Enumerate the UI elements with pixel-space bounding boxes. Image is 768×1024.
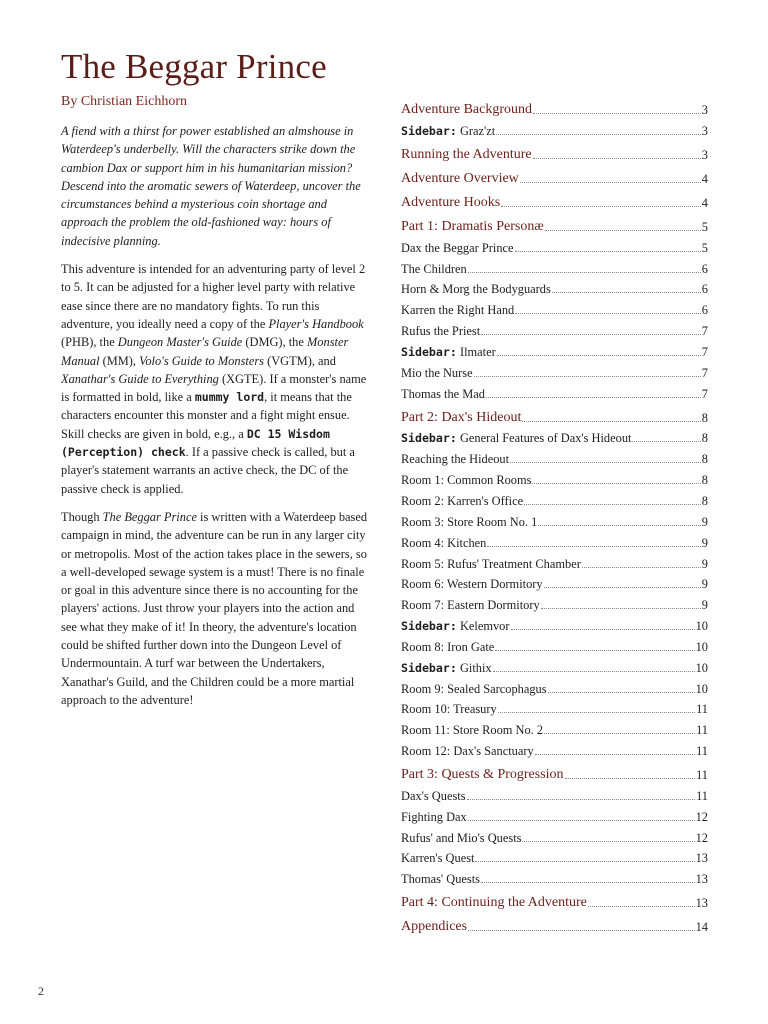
toc-page-number: 11	[696, 768, 708, 783]
toc-entry-text: Rufus' and Mio's Quests	[401, 830, 522, 845]
toc-entry-title	[401, 536, 486, 551]
table-of-contents	[401, 94, 708, 935]
toc-page-number: 7	[701, 365, 708, 380]
toc-entry-title	[401, 147, 532, 163]
toc-entry-text: Part 2: Dax's Hideout	[401, 409, 522, 425]
toc-entry-text: Karren's Quest	[401, 851, 475, 866]
toc-dot-leader	[474, 376, 701, 377]
toc-entry[interactable]	[401, 360, 708, 381]
toc-dot-leader	[468, 930, 695, 931]
toc-entry[interactable]	[401, 163, 708, 187]
toc-dot-leader	[515, 251, 701, 252]
toc-entry[interactable]	[401, 759, 708, 783]
toc-page-number: 5	[701, 219, 708, 234]
toc-entry-text: Room 11: Store Room No. 2	[401, 723, 544, 738]
toc-dot-leader	[522, 841, 694, 842]
toc-page-number: 9	[701, 514, 708, 529]
toc-page-number: 9	[701, 598, 708, 613]
toc-page-number: 8	[701, 452, 708, 467]
toc-entry-text: Adventure Overview	[401, 170, 519, 186]
toc-entry[interactable]	[401, 783, 708, 804]
toc-entry-title	[401, 303, 514, 318]
toc-entry[interactable]	[401, 277, 708, 298]
toc-entry[interactable]	[401, 592, 708, 613]
toc-entry[interactable]	[401, 738, 708, 759]
toc-entry-title	[401, 723, 543, 738]
toc-entry[interactable]	[401, 676, 708, 697]
usage-paragraph	[61, 260, 369, 498]
toc-entry-text: Dax the Beggar Prince	[401, 240, 514, 255]
adventure-title-inline: The Beggar Prince	[102, 509, 197, 524]
toc-entry-title	[401, 431, 631, 446]
toc-entry-text: Rufus the Priest	[401, 324, 481, 339]
toc-dot-leader	[515, 313, 701, 314]
toc-entry[interactable]	[401, 211, 708, 235]
monster-name-example: mummy lord	[194, 390, 265, 405]
toc-entry-text: Part 1: Dramatis Personæ	[401, 218, 544, 234]
toc-entry-text: Adventure Background	[401, 102, 533, 117]
toc-dot-leader	[481, 334, 701, 335]
toc-entry[interactable]	[401, 339, 708, 360]
toc-page-number: 10	[695, 619, 708, 634]
toc-page-number: 4	[701, 195, 708, 210]
toc-dot-leader	[533, 113, 701, 114]
toc-entry-text: Room 12: Dax's Sanctuary	[401, 744, 534, 759]
toc-entry-title	[401, 241, 514, 256]
toc-entry-text: Running the Adventure	[401, 146, 532, 162]
toc-dot-leader	[532, 483, 700, 484]
toc-entry[interactable]	[401, 235, 708, 256]
toc-entry[interactable]	[401, 118, 708, 139]
toc-entry-text: Room 3: Store Room No. 1	[401, 514, 538, 529]
text-span: (PHB), the	[61, 335, 118, 350]
toc-dot-leader	[495, 650, 694, 651]
toc-entry[interactable]	[401, 488, 708, 509]
toc-entry[interactable]	[401, 866, 708, 887]
text-span: , it means that the characters encounter this monster and a fight might ensue. Skill checks are given in bold, e.g., a	[61, 390, 352, 441]
toc-page-number: 10	[695, 681, 708, 696]
toc-entry-title	[401, 515, 537, 530]
toc-entry-title	[401, 789, 466, 804]
toc-page-number: 7	[701, 386, 708, 401]
toc-dot-leader	[487, 546, 700, 547]
toc-entry-title	[401, 661, 492, 676]
toc-dot-leader	[552, 292, 701, 293]
toc-dot-leader	[588, 906, 695, 907]
toc-entry[interactable]	[401, 804, 708, 825]
toc-entry-title	[401, 577, 543, 592]
toc-page-number: 13	[695, 896, 708, 911]
toc-entry-text: Thomas' Quests	[401, 872, 480, 887]
toc-dot-leader	[632, 441, 700, 442]
toc-page-number: 4	[701, 171, 708, 186]
author-byline: By Christian Eichhorn	[61, 94, 187, 109]
book-title-mm: Monster Manual	[61, 335, 349, 368]
toc-entry-text: Graz'zt	[456, 123, 496, 138]
toc-entry-title	[401, 702, 497, 717]
toc-page-number: 7	[701, 324, 708, 339]
toc-entry-text: Part 3: Quests & Progression	[401, 767, 564, 783]
intro-paragraph: A fiend with a thirst for power established an almshouse in Waterdeep's underbelly. Will the characters strike down the cambion Dax or support him in his humanitarian mission? Descend into the aromatic sewers of Waterdeep, uncover the circumstances behind a mysterious coin shortage and approach the problem the old-fashioned way: hours of indecisive planning.	[61, 124, 361, 248]
toc-entry-title	[401, 851, 474, 866]
text-span: This adventure is intended for an adventuring party of level 2 to 5. It can be adjusted for a higher level party with relative ease since there are no mandatory fights. To run this adventure, you ideally need a copy of the	[61, 262, 366, 331]
toc-page-number: 11	[696, 744, 708, 759]
toc-entry-title	[401, 872, 480, 887]
toc-page-number: 8	[701, 431, 708, 446]
toc-page-number: 6	[701, 282, 708, 297]
toc-entry-text: The Children	[401, 261, 467, 276]
toc-entry-text: Room 8: Iron Gate	[401, 639, 495, 654]
toc-dot-leader	[520, 182, 701, 183]
toc-sidebar-prefix: Sidebar:	[401, 660, 457, 675]
toc-dot-leader	[493, 671, 695, 672]
toc-dot-leader	[486, 397, 701, 398]
toc-page-number: 9	[701, 556, 708, 571]
page-title: The Beggar Prince	[61, 47, 327, 86]
toc-entry-title	[401, 598, 540, 613]
toc-entry-text: Room 1: Common Rooms	[401, 473, 532, 488]
toc-entry-title	[401, 831, 521, 846]
toc-page-number: 11	[696, 788, 708, 803]
toc-dot-leader	[497, 355, 701, 356]
toc-entry-title	[401, 102, 532, 118]
toc-dot-leader	[522, 421, 700, 422]
toc-entry-title	[401, 494, 523, 509]
toc-entry-text: Kelemvor	[456, 619, 510, 634]
toc-dot-leader	[496, 134, 701, 135]
text-span: . If a passive check is called, but a player's statement warrants an active check, the DC of the passive check is applied.	[61, 445, 355, 496]
toc-entry-text: Horn & Morg the Bodyguards	[401, 282, 551, 297]
toc-page-number: 9	[701, 535, 708, 550]
toc-entry[interactable]	[401, 446, 708, 467]
toc-entry-title	[401, 282, 551, 297]
toc-entry-title	[401, 895, 587, 911]
toc-entry[interactable]	[401, 887, 708, 911]
toc-entry-text: Room 6: Western Dormitory	[401, 577, 543, 592]
toc-entry-text: Karren the Right Hand	[401, 303, 515, 318]
toc-entry-text: Room 2: Karren's Office	[401, 493, 524, 508]
toc-entry-text: Room 5: Rufus' Treatment Chamber	[401, 556, 581, 571]
toc-entry-title	[401, 410, 521, 426]
toc-entry[interactable]	[401, 551, 708, 572]
toc-entry-text: Githix	[456, 660, 492, 675]
toc-sidebar-prefix: Sidebar:	[401, 344, 457, 359]
toc-page-number: 7	[701, 344, 708, 359]
toc-entry-text: Mio the Nurse	[401, 365, 473, 380]
toc-dot-leader	[510, 462, 701, 463]
toc-sidebar-prefix: Sidebar:	[401, 619, 457, 634]
toc-entry[interactable]	[401, 530, 708, 551]
toc-entry-title	[401, 324, 480, 339]
toc-entry-title	[401, 219, 544, 235]
toc-entry[interactable]	[401, 256, 708, 277]
skill-check-example: DC 15 Wisdom (Perception) check	[61, 426, 330, 460]
toc-entry-title	[401, 919, 467, 935]
toc-entry[interactable]	[401, 697, 708, 718]
toc-dot-leader	[548, 692, 695, 693]
toc-dot-leader	[541, 608, 701, 609]
toc-entry[interactable]	[401, 426, 708, 447]
book-title-xgte: Xanathar's Guide to Everything	[61, 371, 219, 386]
toc-entry-title	[401, 171, 519, 187]
toc-entry-title	[401, 452, 509, 467]
toc-entry[interactable]	[401, 572, 708, 593]
toc-dot-leader	[544, 587, 701, 588]
toc-entry[interactable]	[401, 846, 708, 867]
toc-entry-text: Thomas the Mad	[401, 386, 485, 401]
toc-page-number: 6	[701, 303, 708, 318]
toc-page-number: 3	[701, 123, 708, 138]
toc-dot-leader	[501, 206, 701, 207]
book-title-phb: Player's Handbook	[268, 316, 364, 331]
toc-entry-title	[401, 366, 473, 381]
text-span: (VGTM), and	[263, 353, 336, 368]
toc-entry[interactable]	[401, 825, 708, 846]
toc-page-number: 11	[696, 702, 708, 717]
toc-entry-text: Appendices	[401, 919, 468, 935]
toc-entry-title	[401, 640, 494, 655]
toc-entry[interactable]	[401, 297, 708, 318]
toc-entry-title	[401, 387, 485, 402]
toc-entry[interactable]	[401, 94, 708, 118]
toc-entry-text: Fighting Dax	[401, 809, 467, 824]
toc-entry[interactable]	[401, 139, 708, 163]
toc-entry-text: Room 4: Kitchen	[401, 535, 487, 550]
toc-entry[interactable]	[401, 655, 708, 676]
toc-sidebar-prefix: Sidebar:	[401, 123, 457, 138]
toc-dot-leader	[468, 820, 695, 821]
toc-page-number: 5	[701, 240, 708, 255]
toc-entry[interactable]	[401, 509, 708, 530]
text-span: (MM),	[99, 353, 140, 368]
setting-paragraph	[61, 508, 369, 709]
toc-page-number: 8	[701, 493, 708, 508]
toc-dot-leader	[481, 882, 695, 883]
toc-entry[interactable]	[401, 911, 708, 935]
toc-page-number: 6	[701, 261, 708, 276]
toc-entry-text: Room 9: Sealed Sarcophagus	[401, 681, 547, 696]
toc-entry-text: Room 10: Treasury	[401, 702, 497, 717]
toc-dot-leader	[475, 861, 694, 862]
toc-dot-leader	[511, 629, 695, 630]
page-number: 2	[38, 984, 44, 998]
toc-entry[interactable]	[401, 381, 708, 402]
toc-entry-title	[401, 619, 510, 634]
toc-dot-leader	[467, 799, 696, 800]
toc-entry-title	[401, 557, 581, 572]
book-title-dmg: Dungeon Master's Guide	[117, 335, 243, 350]
toc-page-number: 10	[695, 639, 708, 654]
toc-page-number: 3	[701, 147, 708, 162]
toc-page-number: 14	[695, 920, 708, 935]
toc-entry-text: Part 4: Continuing the Adventure	[401, 895, 587, 911]
toc-dot-leader	[498, 712, 695, 713]
toc-entry-title	[401, 744, 534, 759]
toc-page-number: 13	[695, 851, 708, 866]
toc-entry-text: Dax's Quests	[401, 788, 466, 803]
toc-entry-text: Ilmater	[456, 344, 496, 359]
toc-dot-leader	[533, 158, 701, 159]
toc-page-number: 12	[695, 830, 708, 845]
toc-page-number: 8	[701, 410, 708, 425]
toc-dot-leader	[544, 733, 695, 734]
text-span: Though	[61, 509, 103, 524]
toc-page-number: 13	[695, 872, 708, 887]
toc-page-number: 11	[696, 723, 708, 738]
toc-entry-title	[401, 767, 564, 783]
toc-entry-text: Reaching the Hideout	[401, 452, 510, 467]
toc-entry[interactable]	[401, 634, 708, 655]
toc-entry-title	[401, 810, 467, 825]
toc-entry-text: Room 7: Eastern Dormitory	[401, 598, 540, 613]
text-span: is written with a Waterdeep based campaign in mind, the adventure can be run in any larger city or metropolis. Most of the action takes place in the sewers, so a well-developed sewage system is a must! There is no finale or goal in this adventure since there is no accounting for the players' actions. Just throw your players into the action and see what they make of it! In theory, the adventure's location could be shifted further down into the Dungeon Level of Undermountain. A turf war between the Undertakers, Xanathar's Guild, and the Children could be a more martial approach to the adventure!	[61, 509, 368, 707]
book-title-vgtm: Volo's Guide to Monsters	[139, 353, 264, 368]
toc-dot-leader	[565, 778, 696, 779]
toc-entry[interactable]	[401, 467, 708, 488]
toc-dot-leader	[524, 504, 701, 505]
toc-entry[interactable]	[401, 613, 708, 634]
toc-entry[interactable]	[401, 187, 708, 211]
toc-entry[interactable]	[401, 402, 708, 426]
toc-page-number: 12	[695, 809, 708, 824]
toc-page-number: 3	[701, 103, 708, 117]
toc-dot-leader	[468, 272, 701, 273]
text-span: (XGTE). If a monster's name is formatted in bold, like a	[61, 371, 367, 405]
toc-page-number: 10	[695, 660, 708, 675]
toc-entry[interactable]	[401, 717, 708, 738]
toc-dot-leader	[535, 754, 695, 755]
toc-entry-text: Adventure Hooks	[401, 194, 501, 210]
toc-entry-title	[401, 195, 500, 211]
toc-dot-leader	[582, 567, 701, 568]
toc-entry-text: General Features of Dax's Hideout	[456, 431, 632, 446]
toc-entry-title	[401, 124, 495, 139]
toc-entry-title	[401, 473, 531, 488]
body-column	[61, 122, 369, 719]
toc-dot-leader	[545, 230, 701, 231]
toc-page-number: 9	[701, 577, 708, 592]
toc-entry-title	[401, 345, 496, 360]
toc-entry[interactable]	[401, 318, 708, 339]
toc-entry-title	[401, 682, 547, 697]
toc-dot-leader	[538, 525, 700, 526]
toc-page-number: 8	[701, 473, 708, 488]
toc-sidebar-prefix: Sidebar:	[401, 431, 457, 446]
text-span: (DMG), the	[242, 335, 307, 350]
toc-entry-title	[401, 262, 467, 277]
